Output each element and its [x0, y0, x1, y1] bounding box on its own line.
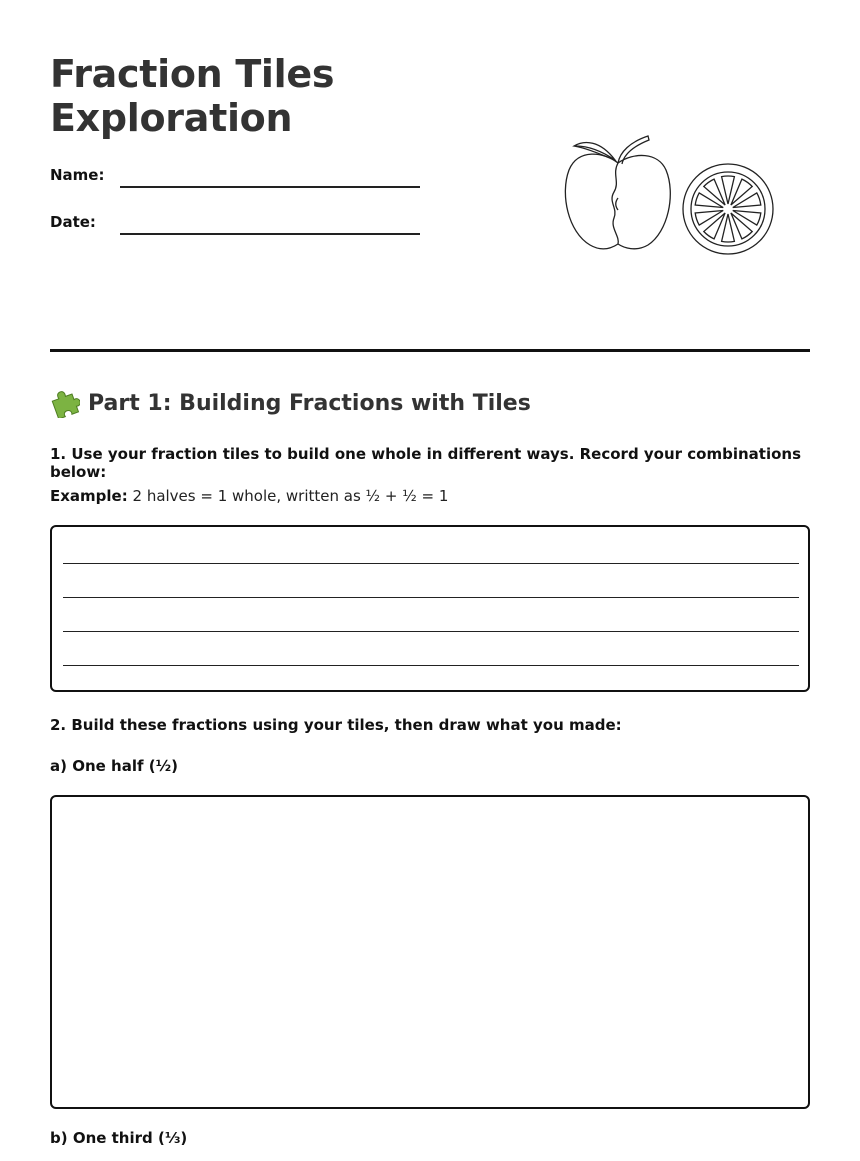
- orange-segment: [704, 179, 725, 205]
- example-text: [50, 487, 448, 505]
- apple-icon: [565, 136, 670, 249]
- fruit-illustration: [560, 132, 780, 256]
- orange-segment: [731, 213, 752, 239]
- orange-segment: [704, 213, 725, 239]
- drawing-box-half[interactable]: [50, 795, 810, 1109]
- date-write-line[interactable]: [120, 233, 420, 235]
- puzzle-piece-icon: [50, 388, 80, 418]
- question-1: 1. Use your fraction tiles to build one whole in different ways. Record your combinations below:: [50, 445, 802, 481]
- question-2a-label: a) One half (½): [50, 757, 178, 775]
- date-label: Date:: [50, 213, 96, 231]
- answer-line[interactable]: [63, 665, 799, 666]
- section-heading: [50, 388, 531, 418]
- date-field[interactable]: [50, 213, 420, 243]
- example-label: Example:: [50, 487, 128, 505]
- name-field[interactable]: [50, 166, 420, 196]
- section-divider: [50, 349, 810, 352]
- answer-line[interactable]: [63, 597, 799, 598]
- page-title: [50, 52, 334, 140]
- answer-line[interactable]: [63, 563, 799, 564]
- title-line-1: Fraction Tiles: [50, 52, 335, 96]
- orange-segment: [731, 179, 752, 205]
- name-label: Name:: [50, 166, 105, 184]
- orange-slice-icon: [683, 164, 773, 254]
- title-line-2: Exploration: [50, 96, 293, 140]
- section-heading-text: Part 1: Building Fractions with Tiles: [88, 390, 531, 416]
- question-2b-label: b) One third (⅓): [50, 1129, 188, 1147]
- answer-line[interactable]: [63, 631, 799, 632]
- example-body: 2 halves = 1 whole, written as ½ + ½ = 1: [127, 487, 449, 505]
- question-2: 2. Build these fractions using your tiles, then draw what you made:: [50, 716, 622, 734]
- name-write-line[interactable]: [120, 186, 420, 188]
- answer-box-1[interactable]: [50, 525, 810, 692]
